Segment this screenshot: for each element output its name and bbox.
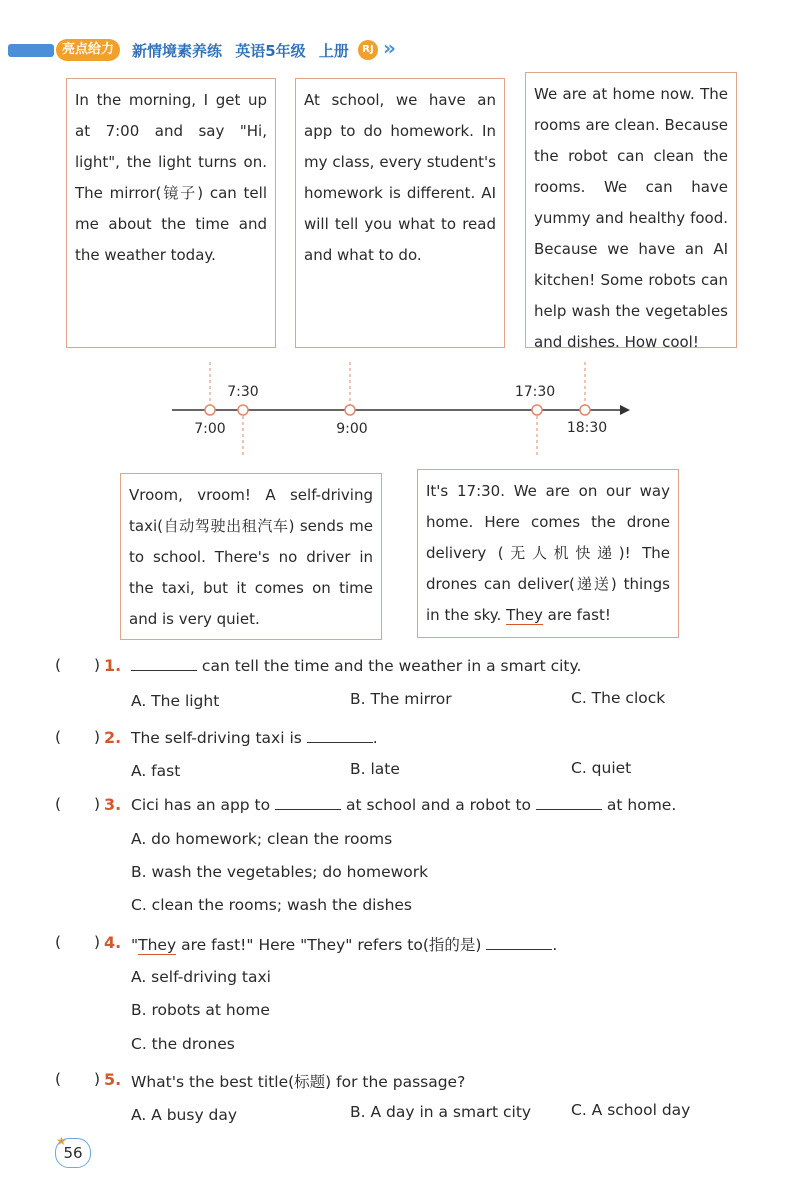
time-dot-7-00 — [205, 405, 215, 415]
passage-box-taxi — [120, 473, 382, 640]
time-label-7-00: 7:00 — [194, 421, 226, 437]
option-c[interactable]: C. A school day — [571, 1101, 691, 1119]
answer-paren-open[interactable]: ( — [55, 933, 62, 951]
passage-box-home — [525, 72, 737, 351]
series-name: 新情境素养练 — [132, 42, 223, 60]
answer-paren-close: ) — [94, 795, 101, 813]
edition-badge: RJ — [358, 40, 378, 60]
answer-paren-close: ) — [94, 656, 101, 674]
answer-blank[interactable] — [486, 935, 552, 950]
option-b[interactable]: B. wash the vegetables; do homework — [131, 863, 429, 881]
option-c[interactable]: C. quiet — [571, 759, 632, 777]
stem-text-end: . — [552, 936, 558, 954]
stem-text: are fast!" Here "They" refers to(指的是) — [176, 936, 487, 954]
option-b[interactable]: B. A day in a smart city — [350, 1103, 532, 1121]
passage-text — [426, 476, 670, 631]
answer-paren-open[interactable]: ( — [55, 795, 62, 813]
answer-paren-open[interactable]: ( — [55, 728, 62, 746]
option-a[interactable]: A. self-driving taxi — [131, 968, 271, 986]
question-stem — [131, 795, 676, 814]
timeline — [0, 360, 800, 470]
question-number: 3. — [104, 795, 122, 814]
option-b[interactable]: B. The mirror — [350, 690, 452, 708]
stem-text: can tell the time and the weather in a smart city. — [197, 657, 582, 675]
passage-text: In the morning, I get up at 7:00 and say "Hi, light", the light turns on. The mirror(镜子) can tell me about the time and the weather today. — [75, 91, 267, 264]
header-title — [132, 40, 357, 61]
answer-blank-2[interactable] — [536, 795, 602, 810]
option-c[interactable]: C. clean the rooms; wash the dishes — [131, 896, 412, 914]
passage-box-morning — [66, 78, 276, 348]
passage-box-drone — [417, 469, 679, 638]
option-a[interactable]: A. fast — [131, 762, 181, 780]
answer-paren-close: ) — [94, 1070, 101, 1088]
stem-text: Cici has an app to — [131, 796, 276, 814]
option-b[interactable]: B. late — [350, 760, 400, 778]
time-label-7-30: 7:30 — [227, 384, 259, 400]
time-label-17-30: 17:30 — [514, 384, 556, 400]
answer-blank[interactable] — [131, 656, 197, 671]
volume-label: 上册 — [318, 42, 349, 60]
option-b[interactable]: B. robots at home — [131, 1001, 270, 1019]
stem-quote: " — [131, 936, 139, 954]
stem-text-end: at home. — [601, 796, 677, 814]
page-number: 56 — [55, 1138, 91, 1168]
answer-blank-1[interactable] — [275, 795, 341, 810]
time-label-18-30: 18:30 — [566, 420, 608, 436]
arrow-right-icon — [620, 405, 630, 415]
answer-paren-open[interactable]: ( — [55, 656, 62, 674]
underlined-they: They — [138, 936, 177, 954]
answer-paren-close: ) — [94, 933, 101, 951]
star-icon: ★ — [56, 1134, 67, 1148]
question-number: 4. — [104, 933, 122, 952]
question-stem — [131, 656, 581, 675]
time-dot-9-00 — [345, 405, 355, 415]
passage-text: Vroom, vroom! A self-driving taxi(自动驾驶出租汽车) sends me to school. There's no driver in the taxi, but it comes on time and is very quiet. — [129, 486, 373, 628]
passage-text: At school, we have an app to do homework. In my class, every student's homework is different. AI will tell you what to read and what to do. — [304, 91, 496, 264]
answer-paren-close: ) — [94, 728, 101, 746]
answer-paren-open[interactable]: ( — [55, 1070, 62, 1088]
passage-box-school — [295, 78, 505, 348]
time-dot-7-30 — [238, 405, 248, 415]
question-number: 2. — [104, 728, 122, 747]
question-stem: What's the best title(标题) for the passage? — [131, 1073, 466, 1091]
subject-grade: 英语5年级 — [235, 42, 306, 60]
passage-text: We are at home now. The rooms are clean. Because the robot can clean the rooms. We can have yummy and healthy food. Because we have an AI kitchen! Some robots can help wash the vegetables and dishes. How cool! — [534, 85, 728, 351]
time-label-9-00: 9:00 — [336, 421, 368, 437]
chevron-right-icon: » — [383, 36, 396, 60]
option-a[interactable]: A. The light — [131, 692, 220, 710]
time-dot-18-30 — [580, 405, 590, 415]
option-a[interactable]: A. do homework; clean the rooms — [131, 830, 393, 848]
series-logo: 亮点给力 — [56, 39, 120, 61]
header-bar — [8, 44, 54, 57]
stem-text: The self-driving taxi is — [131, 729, 307, 747]
question-stem — [131, 728, 378, 747]
stem-text-end: . — [372, 729, 378, 747]
question-number: 5. — [104, 1070, 122, 1089]
option-c[interactable]: C. the drones — [131, 1035, 235, 1053]
passage-text-main: It's 17:30. We are on our way home. Here comes the drone delivery (无人机快递)! The drones can deliver(递送) things in the sky. — [426, 482, 670, 624]
option-c[interactable]: C. The clock — [571, 689, 666, 707]
underlined-they: They — [506, 606, 543, 624]
stem-text-mid: at school and a robot to — [341, 796, 536, 814]
question-number: 1. — [104, 656, 122, 675]
answer-blank[interactable] — [307, 728, 373, 743]
passage-text-tail: are fast! — [542, 606, 611, 624]
option-a[interactable]: A. A busy day — [131, 1106, 238, 1124]
question-stem — [131, 933, 557, 955]
time-dot-17-30 — [532, 405, 542, 415]
